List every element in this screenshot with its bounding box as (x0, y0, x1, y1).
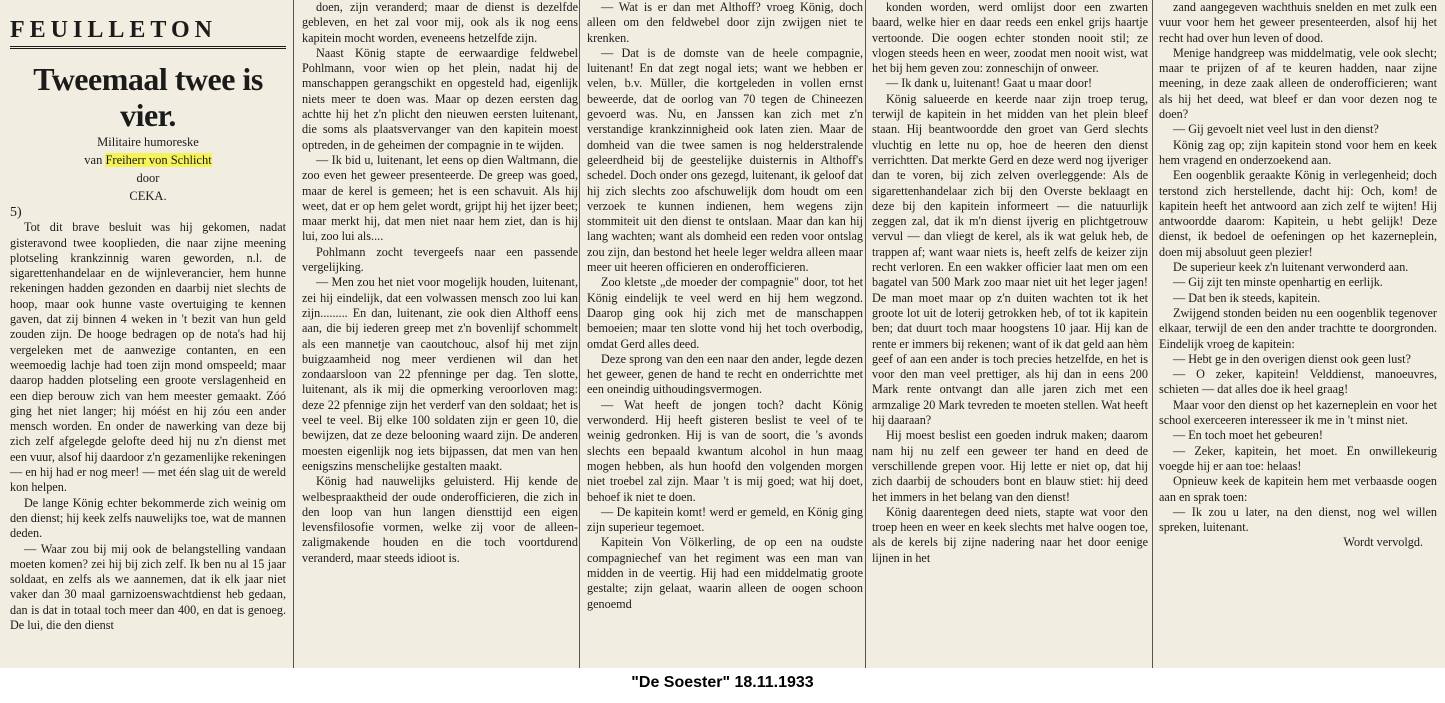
paragraph: Zoo kletste „de moeder der compagnie" door, tot het König eindelijk te veel werd en hij hem wegzond. Daarop ging ook hij zich met de manschappen bemoeien; maar ten slotte vond hij het toch overbodig, omdat Gerd alles deed. (587, 275, 863, 351)
column-3-body (587, 0, 863, 612)
paragraph: — En toch moet het gebeuren! (1173, 428, 1323, 443)
translator-name: CEKA. (129, 189, 167, 203)
paragraph: — Ik dank u, luitenant! Gaat u maar door! (886, 76, 1093, 91)
to-be-continued: Wordt vervolgd. (1343, 535, 1423, 550)
column-5-body (1159, 0, 1437, 535)
paragraph: — Hebt ge in den overigen dienst ook geen lust? (1173, 351, 1411, 366)
paragraph: König zag op; zijn kapitein stond voor hem en keek hem vragend en onderzoekend aan. (1159, 137, 1437, 167)
column-4 (868, 0, 1152, 668)
column-2-body (302, 0, 578, 566)
paragraph: — Dat is de domste van de heele compagnie, luitenant! En dat zegt nogal iets; want we hebben er velen, b.v. Müller, die kortgeleden in vollen ernst beweerde, dat de oorlog van 70 tegen de Chineezen gevoerd was. Nu, en Janssen kan zich met z'n verstandige krankzinnigheid ook laten zien. Maar de domheid van die twee samen is nog helderstralende geleerdheid bij de geestelijke duisternis in Althoff's schedel. Doch onder ons gezegd, luitenant, ik geloof dat hij zich slechts zoo afschuwelijk dom houdt om een verzoek te kunnen indienen, hem wegens zijn stommiteit uit den dienst te ontslaan. Maar dan kan hij lang wachten; want als domheid een reden voor ontslag zou zijn, dan bestond het heele leger weldra alleen maar meer uit heeren officieren en onderofficieren. (587, 45, 863, 275)
installment-number: 5) (10, 205, 22, 220)
column-1-body (10, 220, 286, 633)
translator-prefix: door (136, 171, 160, 185)
paragraph: Een oogenblik geraakte König in verlegenheid; doch terstond zich herstellende, dacht hij: Och, kom! de kapitein heeft het antwoord aan zich zelf te wijten! Hij antwoordde daarom: Kapitein, u hebt gelijk! Deze dienst, ik bedoel de oefeningen op het kazerneplein, doen mij absoluut geen plezier! (1159, 168, 1437, 259)
column-divider (579, 0, 580, 668)
paragraph: — O zeker, kapitein! Velddienst, manoeuvres, schieten — dat alles doe ik heel graag! (1159, 367, 1437, 397)
section-heading: FEUILLETON (10, 16, 286, 49)
paragraph: De lange König echter bekommerde zich weinig om den dienst; hij keek zelfs nauwelijks toe, wat de mannen deden. (10, 495, 286, 541)
paragraph: Hij moest beslist een goeden indruk maken; daarom nam hij nu zelf een geweer ter hand en deed de verschillende grepen voor. Hij lette er niet op, dat hij zich daarbij de schouders bont en blauw stiet: hij deed het immers in het belang van den dienst! (872, 428, 1148, 504)
column-divider (865, 0, 866, 668)
paragraph: — Gij gevoelt niet veel lust in den dienst? (1173, 122, 1379, 137)
column-divider (293, 0, 294, 668)
paragraph: — Wat heeft de jongen toch? dacht König verwonderd. Hij heeft gisteren beslist te veel of te weinig gedronken. Hij is van de soort, die 's avonds slechts een bepaald kwantum alcohol in hun maag mogen hebben, als hun hoofd den volgenden morgen niet troebel zal zijn. Maar 't is mij goed; wat hij doet, behoef ik niet te doen. (587, 397, 863, 504)
paragraph: konden worden, werd omlijst door een zwarten baard, welke hier en daar reeds een enkel grijs haartje vertoonde. Die oogen echter stonden nooit stil; ze vlogen steeds heen en weer, zoodat men nooit wist, wat het bij hem geven zou: zonneschijn of onweer. (872, 0, 1148, 76)
paragraph: — De kapitein komt! werd er gemeld, en König ging zijn superieur tegemoet. (587, 504, 863, 535)
paragraph: De superieur keek z'n luitenant verwonderd aan. (1173, 260, 1409, 275)
paragraph: — Zeker, kapitein, het moet. En onwillekeurig voegde hij er aan toe: helaas! (1159, 443, 1437, 473)
author-name: Freiherr von Schlicht (105, 153, 212, 167)
column-5 (1155, 0, 1441, 668)
paragraph: Opnieuw keek de kapitein hem met verbaasde oogen aan en sprak toen: (1159, 474, 1437, 504)
paragraph: Kapitein Von Völkerling, de op een na oudste compagniechef van het regiment was een man van midden in de veertig. Hij had een middelmatig groote gestalte; zijn gelaat, waarin alleen de oogen schoon genoemd (587, 535, 863, 611)
paragraph: — Ik zou u later, na den dienst, nog wel willen spreken, luitenant. (1159, 504, 1437, 535)
paragraph: — Gij zijt ten minste openhartig en eerlijk. (1173, 275, 1383, 290)
paragraph: König had nauwelijks geluisterd. Hij kende de welbespraaktheid der oude onderofficieren, die zich in den loop van hun langen diensttijd een eigen levensfilosofie vormen, welke zij voor de alleen-zaligmakende houden en die toch voortdurend veranderd, maar steeds idioot is. (302, 474, 578, 565)
column-2 (298, 0, 582, 668)
paragraph: Pohlmann zocht tevergeefs naar een passende vergelijking. (302, 244, 578, 275)
paragraph: Maar voor den dienst op het kazerneplein en voor het school exerceeren interesseer ik me in 't minst niet. (1159, 397, 1437, 428)
story-subtitle: Militaire humoreske (97, 135, 199, 149)
column-4-body (872, 0, 1148, 566)
paragraph: König salueerde en keerde naar zijn troep terug, terwijl de kapitein in het midden van het plein bleef staan. Hij beantwoordde den groet van Gerd slechts vluchtig en lette nu op, hoe de heeren den dienst verrichtten. Dat merkte Gerd en deze werd nog ijveriger dan te voren, bij zich zelven overleggende: Als de sigarettenhandelaar zich bij den Overste beklaagt en deze bij den kapitein informeert — die natuurlijk zeggen zal, dat ik m'n dienst ijverig en plichtgetrouw vervul — dan vliegt de kerel, als ik wat geluk heb, de trappen af; want waar niets is, heeft zelfs de keizer zijn recht verloren. En een wakker officier laat men om een bagatel van 500 Mark zoo maar niet uit het leger jagen! De man moet maar op z'n duiten wachten tot ik het groote lot uit de loterij getrokken heb, of tot ik kapitein ben; dat duurt toch maar hoogstens 10 jaar. Hij kan de rente er immers bij rekenen; want of ik dat geld aan hèm geef of aan een ander is toch precies hetzelfde, en het is voor den man veel prettiger, als hij dan in eens 200 Mark rente ontvangt dan alle jaren zich met een armzalige 20 Mark tevreden te moeten stellen. Wat heeft hij daaraan? (872, 91, 1148, 428)
paragraph: Deze sprong van den een naar den ander, legde dezen het geweer, genen de hand te recht en onderrichtte met een oneindig uithoudingsvermogen. (587, 351, 863, 397)
paragraph: doen, zijn veranderd; maar de dienst is dezelfde gebleven, en het zal voor mij, ook als ik nog eens kapitein mocht worden, eveneens hetzelfde zijn. (302, 0, 578, 45)
paragraph: Tot dit brave besluit was hij gekomen, nadat gisteravond twee kooplieden, die naar zijne meening plotseling krankzinnig waren geworden, n.l. de sigarettenhandelaar en de wijnleverancier, hem hunne rekeningen hadden gezonden en daarbij niet slechts de hoop, maar ook hunne vaste overtuiging te kennen gaven, dat zij binnen 4 weken in 't bezit van hun geld zouden zijn. De hooge bedragen op de nota's had hij vergeleken met de aanwezige contanten, en een weemoedig lachje had toen zijn mond omspeeld; maar daarop hadden plotseling een groote verslagenheid en een diep berouw zich van hem meester gemaakt. Zóó ging het niet langer; hij móést en hij zóu een ander mensch worden. En onder de nawerking van deze bij zich zelf afgelegde gelofte deed hij nu z'n dienst met een vuur, alsof hij daardoor z'n gezamenlijke rekeningen — en hij had er nog meer! — met één slag uit de wereld kon helpen. (10, 220, 286, 495)
story-title: Tweemaal twee is vier. (33, 61, 263, 133)
column-divider (1152, 0, 1153, 668)
paragraph: — Waar zou bij mij ook de belangstelling vandaan moeten komen? zei hij bij zich zelf. Ik ben nu al 15 jaar soldaat, en zelfs als we aannemen, dat ik elk jaar niet vaker dan 30 maal garnizoenswachtdienst heb gedaan, dan is dat in totaal toch meer dan 400, en dat is genoeg. De lui, die den dienst (10, 541, 286, 633)
paragraph: Menige handgreep was middelmatig, vele ook slecht; maar te prijzen of af te keuren hadden, naar zijne meening, in deze zaak alleen de onderofficieren; want als hij het deed, wat bleef er dan voor dezen nog te doen? (1159, 45, 1437, 122)
paragraph: König daarentegen deed niets, stapte wat voor den troep heen en weer en keek slechts met halve oogen toe, als de kerels bij zijne nadering naar het door eenige lijnen in het (872, 504, 1148, 565)
paragraph: Zwijgend stonden beiden nu een oogenblik tegenover elkaar, terwijl de een den ander trachtte te doorgronden. Eindelijk vroeg de kapitein: (1159, 305, 1437, 351)
paragraph: zand aangegeven wachthuis snelden en met zulk een vuur voor hem het geweer presenteerden, alsof hij het recht had over hun leven of dood. (1159, 0, 1437, 45)
paragraph: — Ik bid u, luitenant, let eens op dien Waltmann, die zoo even het geweer presenteerde. De greep was goed, maar de kerel is gemeen; het is een schavuit. Als hij weet, dat er op hem gelet wordt, grijpt hij het ijzer beet; maar merkt hij, dat men niet naar hem ziet, dan is hij lui, zoo lui als.... (302, 152, 578, 244)
paragraph: — Dat ben ik steeds, kapitein. (1173, 290, 1321, 305)
paragraph: Naast König stapte de eerwaardige feldwebel Pohlmann, voor wien op het plein, nadat hij de manschappen gerangschikt en opgesteld had, eigenlijk niets meer te doen was. Maar op dezen eersten dag achtte hij het z'n plicht den nieuwen eersten luitenant, die soms als plaatsvervanger van den kapitein moest optreden, in de geheimen der compagnie in te wijden. (302, 45, 578, 152)
author-line (10, 151, 286, 169)
author-prefix: van (84, 153, 103, 167)
column-3 (583, 0, 867, 668)
paragraph: — Wat is er dan met Althoff? vroeg König, doch alleen om den feldwebel door zijn zwijgen niet te krenken. (587, 0, 863, 45)
source-caption: "De Soester" 18.11.1933 (631, 674, 814, 691)
column-1 (6, 0, 290, 668)
paragraph: — Men zou het niet voor mogelijk houden, luitenant, zei hij eindelijk, dat een volwassen mensch zoo lui kan zijn......... En dan, luitenant, zie ook dien Althoff eens aan, die bij iederen greep met z'n bovenlijf schommelt als een mannetje van caoutchouc, alsof hij met zijn buigzaamheid nog meer verdienen wil dan het zondaarsloon van 22 pfenninge per dag. Ten slotte, luitenant, als ik mij die opmerking veroorloven mag: deze 22 pfennige zijn het verderf van den soldaat; het is veel te veel. Bij elke 100 soldaten zijn er geen 10, die bewijzen, dat ze deze belooning waard zijn. De anderen moesten eigenlijk nog iets bijpassen, dat men van hen eenigszins menschelijke gestalten maakt. (302, 275, 578, 473)
